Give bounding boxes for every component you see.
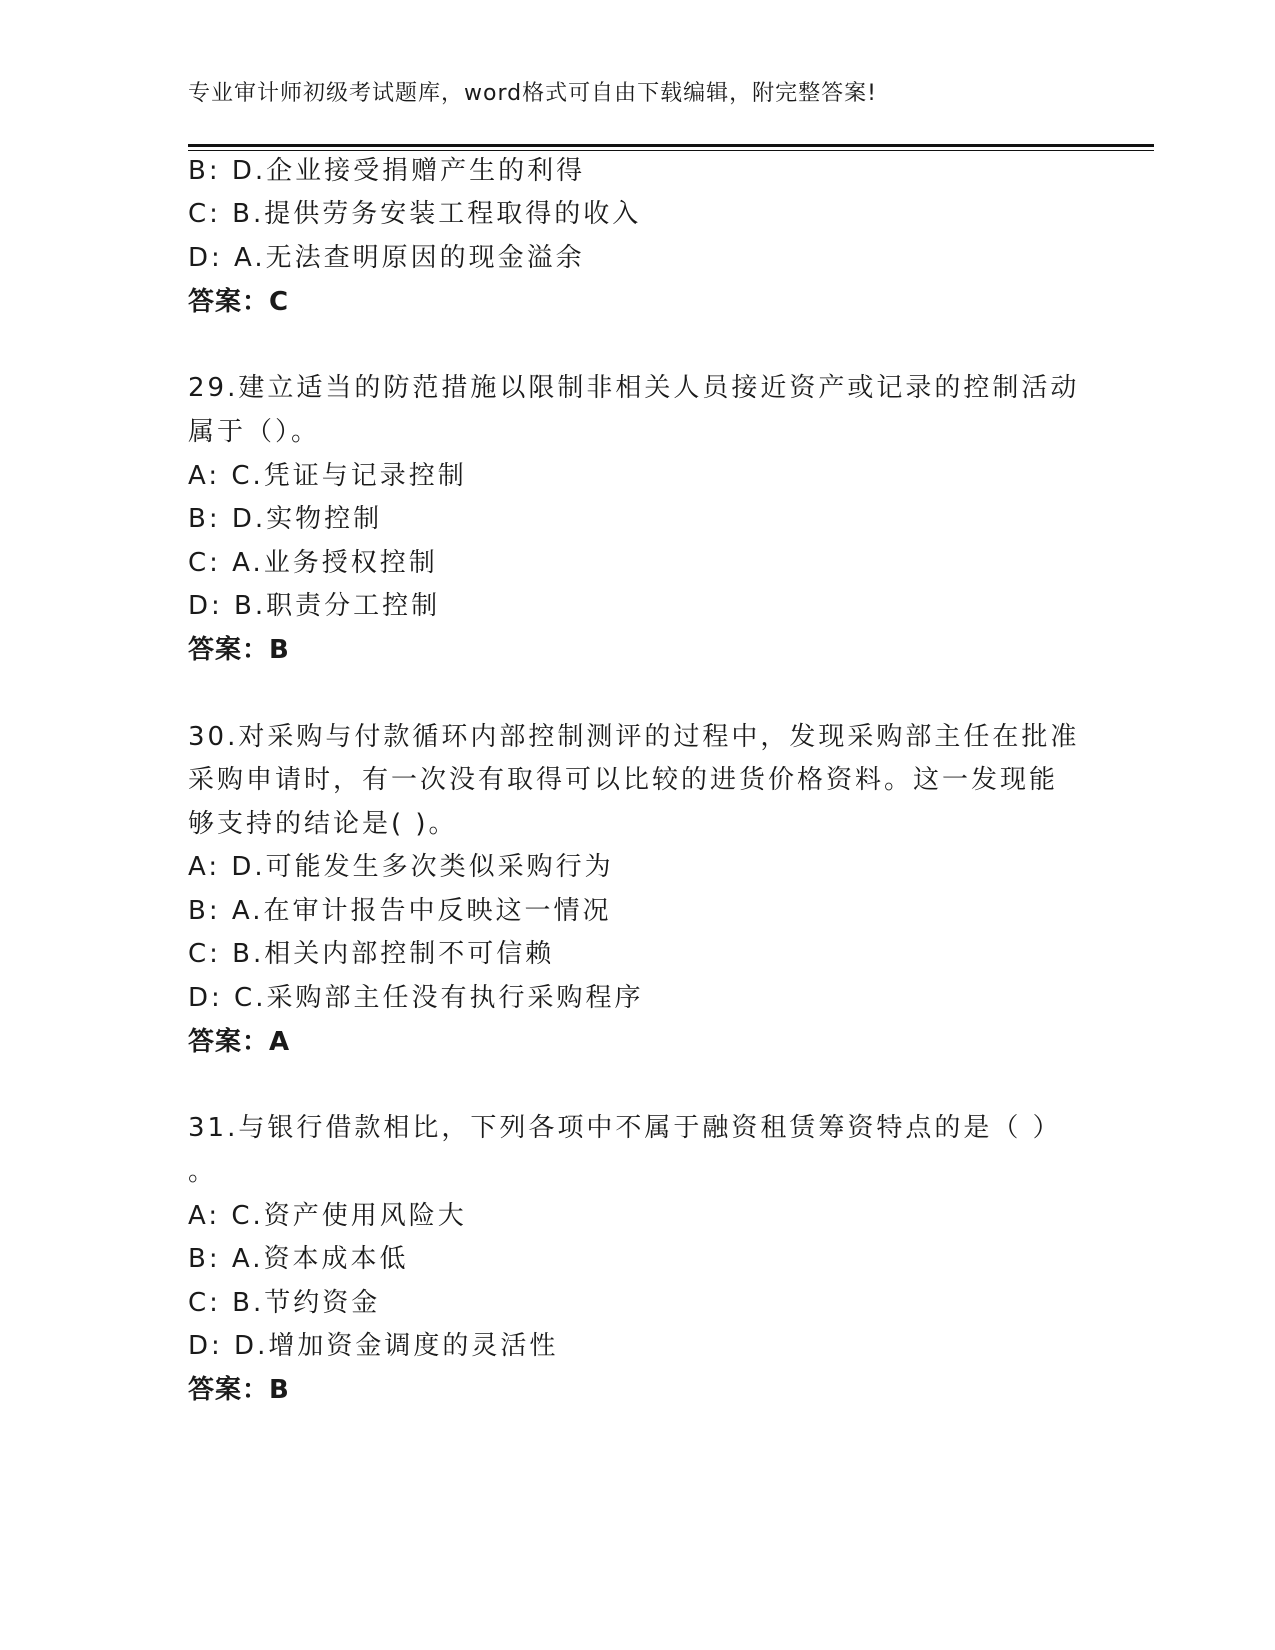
q29-stem-line-2: 属于（）。	[188, 417, 321, 447]
prev-option-b: B: D.企业接受捐赠产生的利得	[188, 156, 586, 186]
q30-stem-line-3: 够支持的结论是( )。	[188, 809, 458, 839]
prev-answer: 答案：C	[188, 287, 290, 317]
page-header: 专业审计师初级考试题库，word格式可自由下载编辑，附完整答案!	[188, 81, 877, 106]
q31-stem-line-1: 31.与银行借款相比，下列各项中不属于融资租赁筹资特点的是（ ）	[188, 1113, 1062, 1143]
prev-option-d: D: A.无法查明原因的现金溢余	[188, 243, 585, 273]
q30-option-a: A: D.可能发生多次类似采购行为	[188, 852, 614, 882]
q30-option-b: B: A.在审计报告中反映这一情况	[188, 896, 612, 926]
q29-answer: 答案：B	[188, 635, 290, 665]
prev-option-c: C: B.提供劳务安装工程取得的收入	[188, 199, 642, 229]
q31-option-c: C: B.节约资金	[188, 1288, 381, 1318]
q31-option-b: B: A.资本成本低	[188, 1244, 409, 1274]
header-divider-thin	[188, 150, 1154, 151]
q30-stem-line-1: 30.对采购与付款循环内部控制测评的过程中，发现采购部主任在批准	[188, 722, 1080, 752]
q29-option-d: D: B.职责分工控制	[188, 591, 441, 621]
q31-answer: 答案：B	[188, 1375, 290, 1405]
q29-stem-line-1: 29.建立适当的防范措施以限制非相关人员接近资产或记录的控制活动	[188, 373, 1080, 403]
q31-option-d: D: D.增加资金调度的灵活性	[188, 1331, 559, 1361]
q30-stem-line-2: 采购申请时，有一次没有取得可以比较的进货价格资料。这一发现能	[188, 765, 1059, 795]
q30-option-c: C: B.相关内部控制不可信赖	[188, 939, 555, 969]
q30-option-d: D: C.采购部主任没有执行采购程序	[188, 983, 644, 1013]
q29-option-c: C: A.业务授权控制	[188, 548, 438, 578]
q29-option-a: A: C.凭证与记录控制	[188, 461, 467, 491]
q31-option-a: A: C.资产使用风险大	[188, 1201, 467, 1231]
q29-option-b: B: D.实物控制	[188, 504, 383, 534]
q31-stem-line-2: 。	[188, 1157, 218, 1187]
q30-answer: 答案：A	[188, 1027, 291, 1057]
header-divider-thick	[188, 144, 1154, 147]
